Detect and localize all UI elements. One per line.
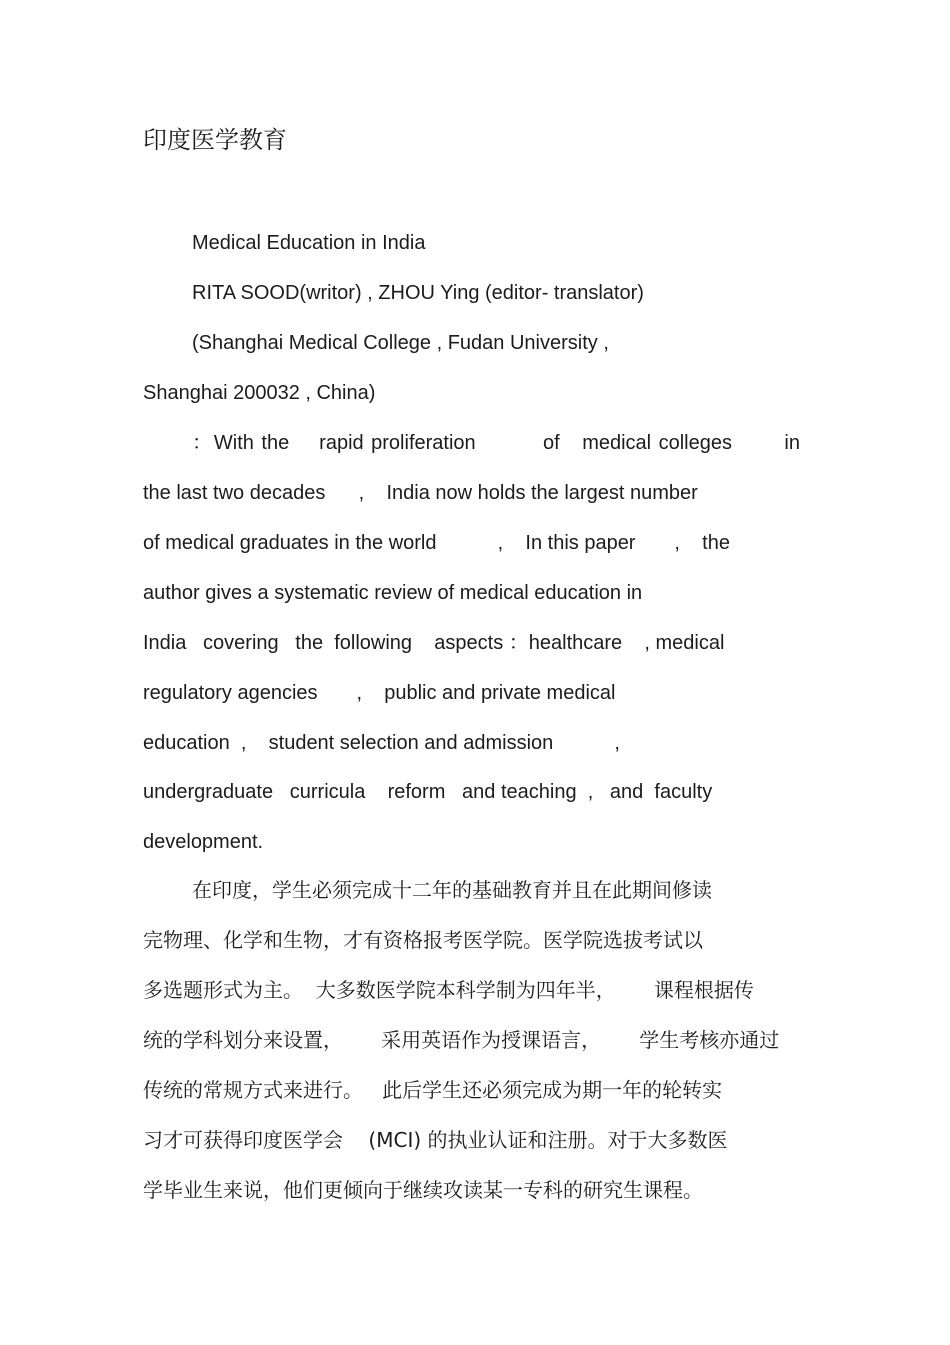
abstract-line: author gives a systematic review of medical education in — [143, 582, 643, 604]
abstract-line: development. — [143, 831, 264, 853]
body-line: 在印度，学生必须完成十二年的基础教育并且在此期间修读 — [192, 878, 712, 902]
body-line: 学毕业生来说，他们更倾向于继续攻读某一专科的研究生课程。 — [143, 1178, 703, 1202]
body-line: 多选题形式为主。 大多数医学院本科学制为四年半， 课程根据传 — [143, 978, 754, 1002]
authors-line: RITA SOOD(writor) , ZHOU Ying (editor- translator) — [192, 282, 644, 304]
affiliation-line-2: Shanghai 200032 , China) — [143, 382, 376, 404]
body-line: 习才可获得印度医学会 (MCI) 的执业认证和注册。对于大多数医 — [143, 1128, 728, 1152]
abstract-line: undergraduate curricula reform and teaching , and faculty — [143, 781, 713, 803]
body-line: 完物理、化学和生物，才有资格报考医学院。医学院选拔考试以 — [143, 928, 703, 952]
abstract-line: regulatory agencies , public and private medical — [143, 682, 616, 704]
body-line: 统的学科划分来设置， 采用英语作为授课语言， 学生考核亦通过 — [143, 1028, 780, 1052]
english-title: Medical Education in India — [192, 232, 426, 254]
abstract-line: the last two decades , India now holds the largest number — [143, 482, 698, 504]
abstract-line: education , student selection and admission , — [143, 732, 620, 754]
page-title: 印度医学教育 — [143, 126, 287, 154]
abstract-line: ：With the rapid proliferation of medical colleges in — [192, 432, 800, 454]
abstract-line: of medical graduates in the world , In this paper , the — [143, 532, 730, 554]
body-line: 传统的常规方式来进行。 此后学生还必须完成为期一年的轮转实 — [143, 1078, 723, 1102]
abstract-line: India covering the following aspects ：healthcare , medical — [143, 632, 725, 654]
affiliation-line-1: (Shanghai Medical College , Fudan University , — [192, 332, 609, 354]
